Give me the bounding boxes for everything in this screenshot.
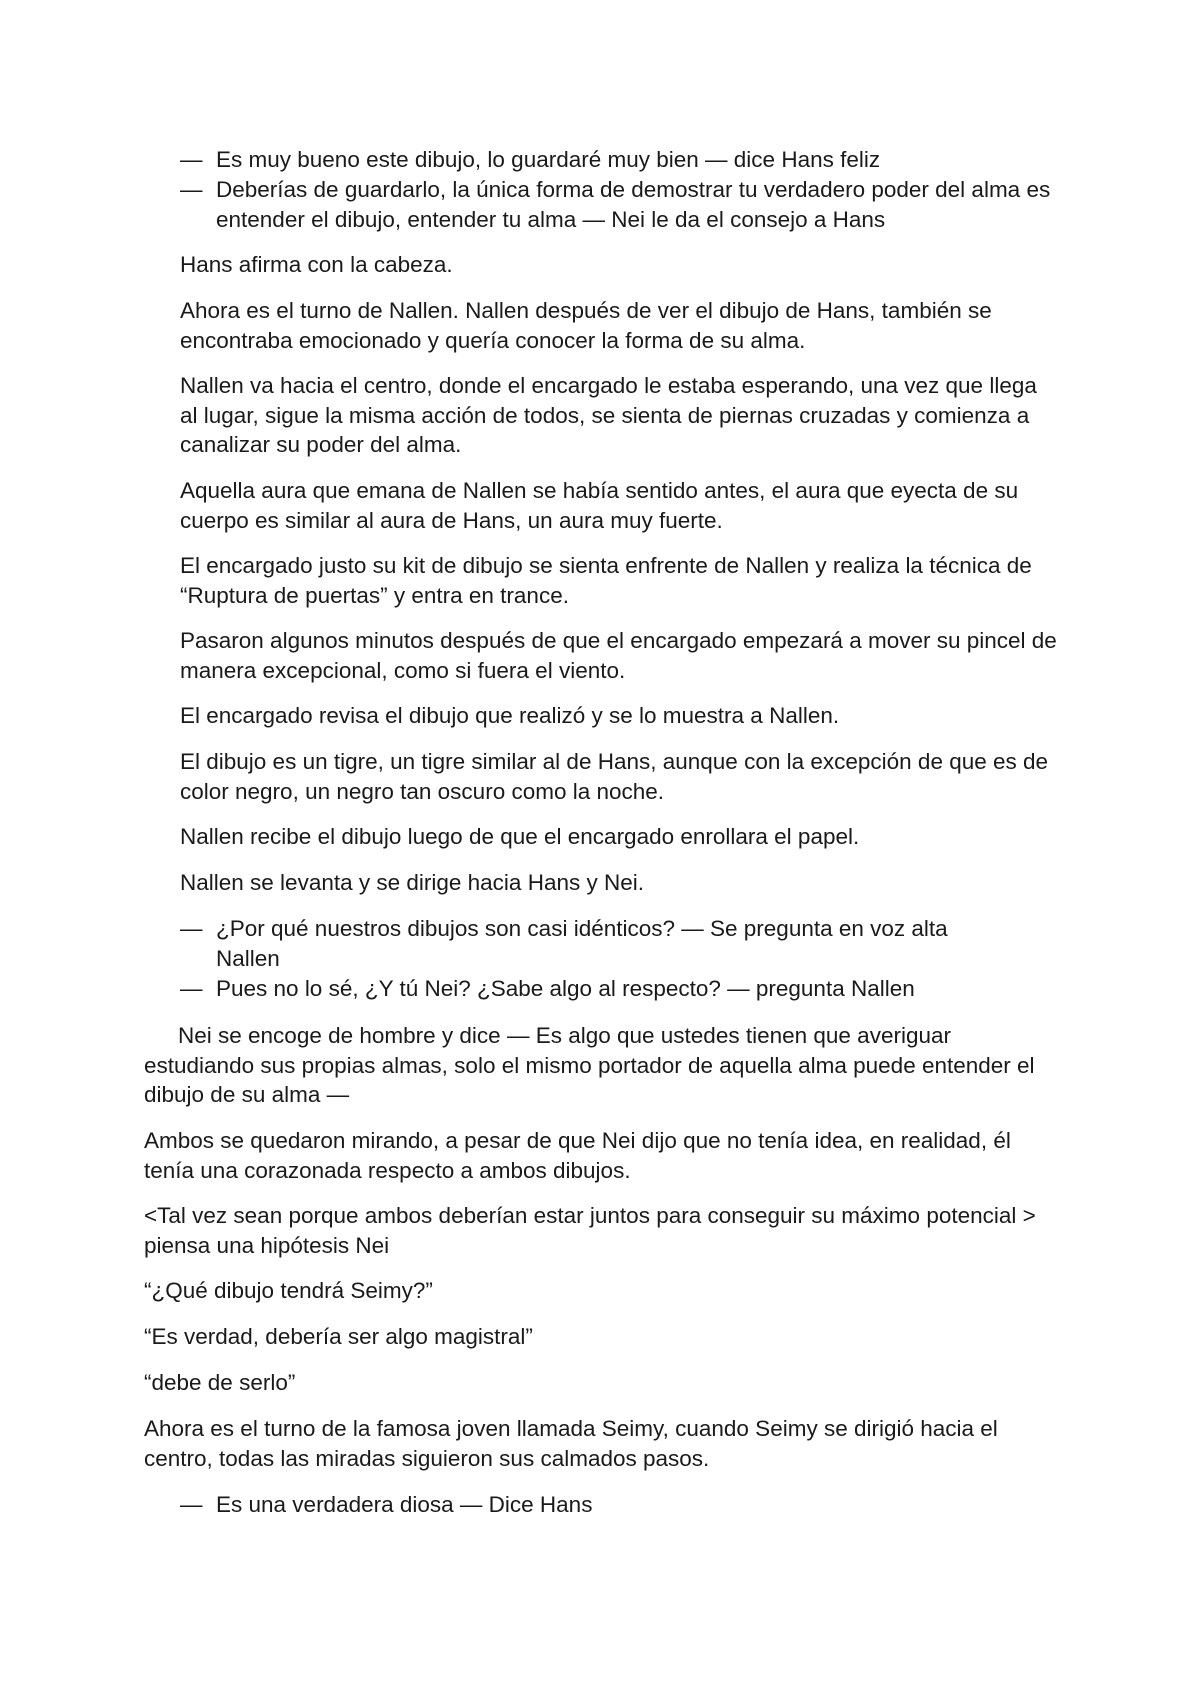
- paragraph: Nei se encoge de hombre y dice — Es algo que ustedes tienen que averiguar estudiando sus propias almas, solo el mismo portador de aquella alma puede entender el dibujo de su alma —: [144, 1023, 1035, 1107]
- dialogue-text: Es muy bueno este dibujo, lo guardaré muy bien — dice Hans feliz: [216, 147, 881, 172]
- paragraph: Nallen se levanta y se dirige hacia Hans y Nei.: [180, 870, 644, 895]
- dialogue-dash: —: [180, 1492, 203, 1517]
- paragraph: “¿Qué dibujo tendrá Seimy?”: [144, 1278, 433, 1303]
- paragraph: “debe de serlo”: [144, 1370, 296, 1395]
- paragraph: El dibujo es un tigre, un tigre similar al de Hans, aunque con la excepción de que es de color negro, un negro tan oscuro como la noche.: [180, 749, 1049, 804]
- paragraph: “Es verdad, debería ser algo magistral”: [144, 1324, 533, 1349]
- paragraph: <Tal vez sean porque ambos deberían estar juntos para conseguir su máximo potencial > piensa una hipótesis Nei: [144, 1203, 1036, 1258]
- dialogue-dash: —: [180, 177, 203, 202]
- dialogue-dash: —: [180, 916, 203, 941]
- dialogue-text: Deberías de guardarlo, la única forma de demostrar tu verdadero poder del alma es entender el dibujo, entender tu alma — Nei le da el consejo a Hans: [216, 177, 1051, 232]
- dialogue-line: [180, 145, 1060, 175]
- dialogue-dash: —: [180, 976, 203, 1001]
- paragraph: Ahora es el turno de Nallen. Nallen después de ver el dibujo de Hans, también se encontraba emocionado y quería conocer la forma de su alma.: [180, 298, 992, 353]
- dialogue-text: ¿Por qué nuestros dibujos son casi idénticos? — Se pregunta en voz alta Nallen: [216, 916, 948, 971]
- dialogue-line: [180, 1490, 1060, 1520]
- dialogue-line: [180, 175, 1060, 234]
- paragraph: Aquella aura que emana de Nallen se había sentido antes, el aura que eyecta de su cuerpo es similar al aura de Hans, un aura muy fuerte.: [180, 478, 1019, 533]
- dialogue-text: Es una verdadera diosa — Dice Hans: [216, 1492, 593, 1517]
- dialogue-text: Pues no lo sé, ¿Y tú Nei? ¿Sabe algo al respecto? — pregunta Nallen: [216, 976, 915, 1001]
- paragraph: Ahora es el turno de la famosa joven llamada Seimy, cuando Seimy se dirigió hacia el centro, todas las miradas siguieron sus calmados pasos.: [144, 1416, 998, 1471]
- paragraph: El encargado revisa el dibujo que realizó y se lo muestra a Nallen.: [180, 703, 840, 728]
- dialogue-dash: —: [180, 147, 203, 172]
- dialogue-line: [180, 914, 1060, 973]
- paragraph: Ambos se quedaron mirando, a pesar de que Nei dijo que no tenía idea, en realidad, él tenía una corazonada respecto a ambos dibujos.: [144, 1128, 1011, 1183]
- paragraph: Nallen va hacia el centro, donde el encargado le estaba esperando, una vez que llega al lugar, sigue la misma acción de todos, se sienta de piernas cruzadas y comienza a canalizar su poder del alma.: [180, 373, 1037, 457]
- paragraph: Pasaron algunos minutos después de que el encargado empezará a mover su pincel de manera excepcional, como si fuera el viento.: [180, 628, 1057, 683]
- paragraph: Hans afirma con la cabeza.: [180, 252, 453, 277]
- dialogue-line: [180, 974, 1060, 1004]
- paragraph: El encargado justo su kit de dibujo se sienta enfrente de Nallen y realiza la técnica de “Ruptura de puertas” y entra en trance.: [180, 553, 1032, 608]
- paragraph: Nallen recibe el dibujo luego de que el encargado enrollara el papel.: [180, 824, 860, 849]
